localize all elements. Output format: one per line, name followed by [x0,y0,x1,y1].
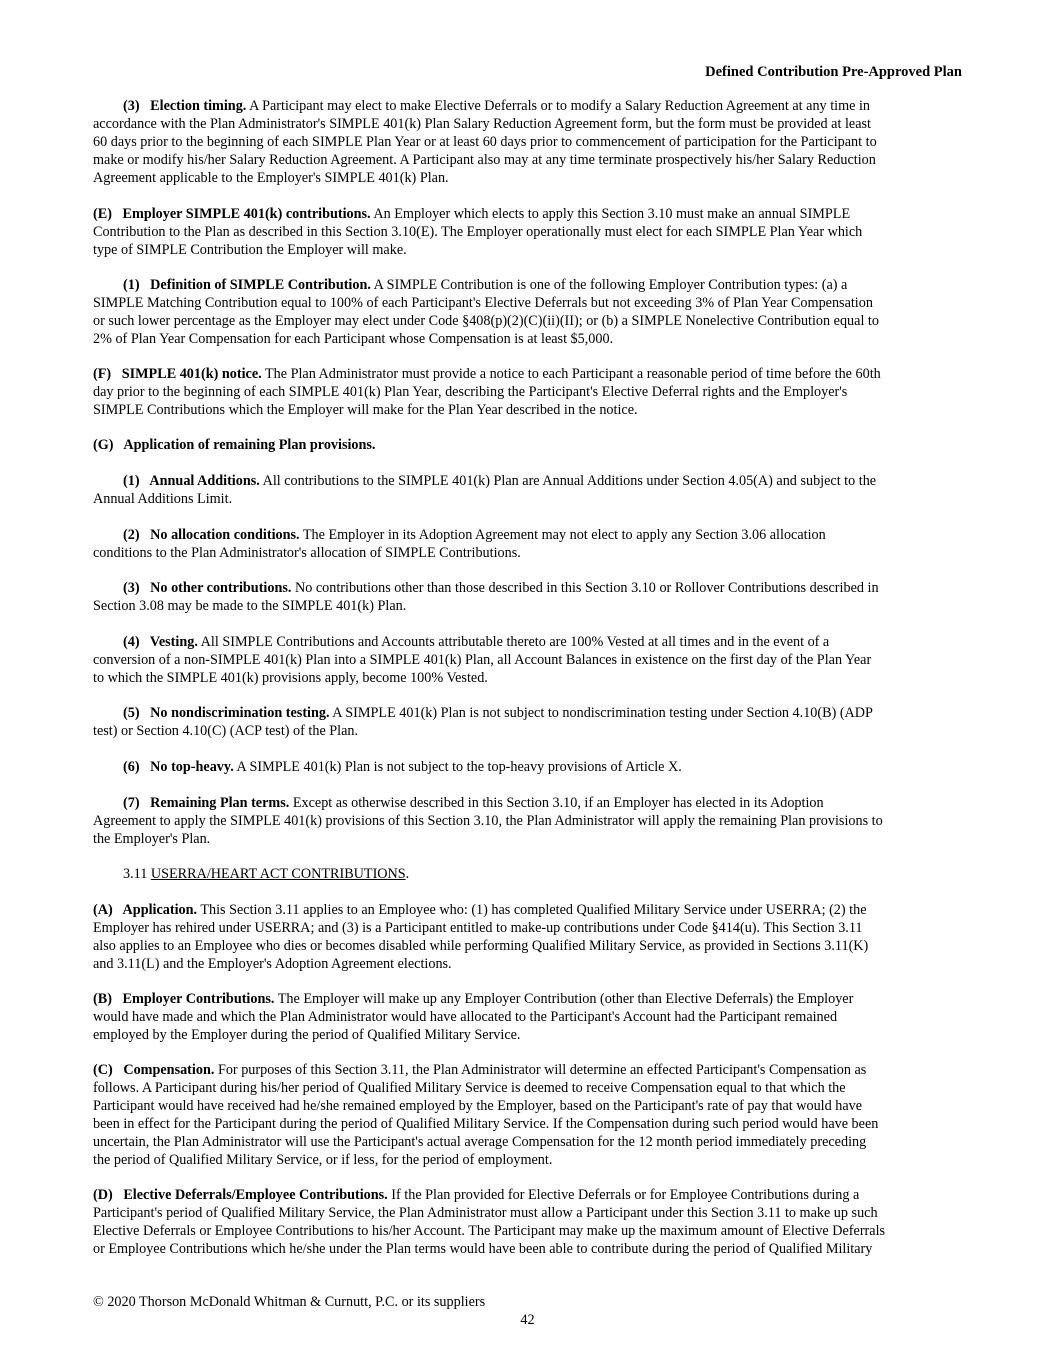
paragraph-lead: (C) Compensation. [93,1062,215,1078]
section-heading-3-11: 3.11 USERRA/HEART ACT CONTRIBUTIONS. [123,866,410,882]
paragraph-lead: (6) No top-heavy. [123,759,234,775]
paragraph-lead: (7) Remaining Plan terms. [123,795,290,811]
footer-copyright: © 2020 Thorson McDonald Whitman & Curnutt, P.C. or its suppliers [93,1294,486,1310]
paragraph-lead: (B) Employer Contributions. [93,991,275,1007]
paragraph-lead: (5) No nondiscrimination testing. [123,705,330,721]
paragraph-lead: (1) Definition of SIMPLE Contribution. [123,277,371,293]
paragraph-employer-simple-contributions: (E) Employer SIMPLE 401(k) contributions. An Employer which elects to apply this Section 3.10 must make an annual SIMPLE Contribution to the Plan as described in this Section 3.10(E). The Employer operationally must elect for each SIMPLE Plan Year which type of SIMPLE Contribution the Employer will make. [93,206,863,258]
paragraph-elective-deferrals-employee-contributions: (D) Elective Deferrals/Employee Contributions. If the Plan provided for Elective Deferrals or for Employee Contributions during a Participant's period of Qualified Military Service, the Plan Administrator must allow a Participant under this Section 3.11 to make up such Elective Deferrals or Employee Contributions to his/her Account. The Participant may make up the maximum amount of Elective Deferrals or Employee Contributions which he/she under the Plan terms would have been able to contribute during the period of Qualified Military [93,1187,886,1257]
paragraph-no-top-heavy: (6) No top-heavy. A SIMPLE 401(k) Plan is not subject to the top-heavy provisions of Article X. [123,759,682,775]
paragraph-lead: (F) SIMPLE 401(k) notice. [93,366,262,382]
paragraph-lead: (E) Employer SIMPLE 401(k) contributions. [93,206,371,222]
paragraph-employer-contributions: (B) Employer Contributions. The Employer will make up any Employer Contribution (other than Elective Deferrals) the Employer would have made and which the Plan Administrator would have allocated to the Participant's Account had the Participant remained employed by the Employer during the period of Qualified Military Service. [93,991,854,1043]
paragraph-no-other-contributions: (3) No other contributions. No contributions other than those described in this Section 3.10 or Rollover Contributions described in Section 3.08 may be made to the SIMPLE 401(k) Plan. [93,580,879,614]
paragraph-remaining-plan-terms: (7) Remaining Plan terms. Except as otherwise described in this Section 3.10, if an Employer has elected in its Adoption Agreement to apply the SIMPLE 401(k) provisions of this Section 3.10, the Plan Administrator will apply the remaining Plan provisions to the Employer's Plan. [93,795,883,847]
paragraph-lead: (3) Election timing. [123,98,247,114]
paragraph-lead: (2) No allocation conditions. [123,527,300,543]
paragraph-annual-additions: (1) Annual Additions. All contributions to the SIMPLE 401(k) Plan are Annual Additions under Section 4.05(A) and subject to the Annual Additions Limit. [93,473,877,507]
paragraph-lead: (A) Application. [93,902,198,918]
paragraph-no-nondiscrimination-testing: (5) No nondiscrimination testing. A SIMPLE 401(k) Plan is not subject to nondiscrimination testing under Section 4.10(B) (ADP test) or Section 4.10(C) (ACP test) of the Plan. [93,705,873,739]
paragraph-definition-simple-contribution: (1) Definition of SIMPLE Contribution. A SIMPLE Contribution is one of the following Employer Contribution types: (a) a SIMPLE Matching Contribution equal to 100% of each Participant's Elective Deferrals but not exceeding 3% of Plan Year Compensation or such lower percentage as the Employer may elect under Code §408(p)(2)(C)(ii)(II); or (b) a SIMPLE Nonelective Contribution equal to 2% of Plan Year Compensation for each Participant whose Compensation is at least $5,000. [93,277,879,347]
paragraph-lead: (3) No other contributions. [123,580,292,596]
paragraph-lead: (1) Annual Additions. [123,473,260,489]
page-number: 42 [520,1312,535,1328]
section-title: USERRA/HEART ACT CONTRIBUTIONS [150,866,406,882]
paragraph-application-remaining-provisions [93,437,973,455]
paragraph-simple-notice: (F) SIMPLE 401(k) notice. The Plan Administrator must provide a notice to each Participant a reasonable period of time before the 60th day prior to the beginning of each SIMPLE 401(k) Plan Year, describing the Participant's Elective Deferral rights and the Employer's SIMPLE Contributions which the Employer will make for the Plan Year described in the notice. [93,366,881,418]
paragraph-compensation: (C) Compensation. For purposes of this Section 3.11, the Plan Administrator will determine an effected Participant's Compensation as follows. A Participant during his/her period of Qualified Military Service is deemed to receive Compensation equal to that which the Participant would have received had he/she remained employed by the Employer, based on the Participant's rate of pay that would have been in effect for the Participant during the period of Qualified Military Service. If the Compensation during such period would have been uncertain, the Plan Administrator will use the Participant's actual average Compensation for the 12 month period immediately preceding the period of Qualified Military Service, or if less, for the period of employment. [93,1062,879,1168]
paragraph-election-timing: (3) Election timing. A Participant may elect to make Elective Deferrals or to modify a Salary Reduction Agreement at any time in accordance with the Plan Administrator's SIMPLE 401(k) Plan Salary Reduction Agreement form, but the form must be provided at least 60 days prior to the beginning of each SIMPLE Plan Year or at least 60 days prior to commencement of participation for the Participant to make or modify his/her Salary Reduction Agreement. A Participant also may at any time terminate prospectively his/her Salary Reduction Agreement applicable to the Employer's SIMPLE 401(k) Plan. [93,98,877,186]
running-header: Defined Contribution Pre-Approved Plan [705,64,962,80]
paragraph-vesting: (4) Vesting. All SIMPLE Contributions and Accounts attributable thereto are 100% Vested at all times and in the event of a conversion of a non-SIMPLE 401(k) Plan into a SIMPLE 401(k) Plan, all Account Balances in existence on the first day of the Plan Year to which the SIMPLE 401(k) provisions apply, become 100% Vested. [93,634,872,686]
section-number: 3.11 [123,866,151,882]
paragraph-lead: (4) Vesting. [123,634,198,650]
paragraph-lead: (G) Application of remaining Plan provisions. [93,437,376,453]
paragraph-lead: (D) Elective Deferrals/Employee Contributions. [93,1187,388,1203]
paragraph-application: (A) Application. This Section 3.11 applies to an Employee who: (1) has completed Qualified Military Service under USERRA; (2) the Employer has rehired under USERRA; and (3) is a Participant entitled to make-up contributions under Code §414(u). This Section 3.11 also applies to an Employee who dies or becomes disabled while performing Qualified Military Service, as provided in Sections 3.11(K) and 3.11(L) and the Employer's Adoption Agreement elections. [93,902,869,972]
paragraph-no-allocation-conditions: (2) No allocation conditions. The Employer in its Adoption Agreement may not elect to apply any Section 3.06 allocation conditions to the Plan Administrator's allocation of SIMPLE Contributions. [93,527,826,561]
